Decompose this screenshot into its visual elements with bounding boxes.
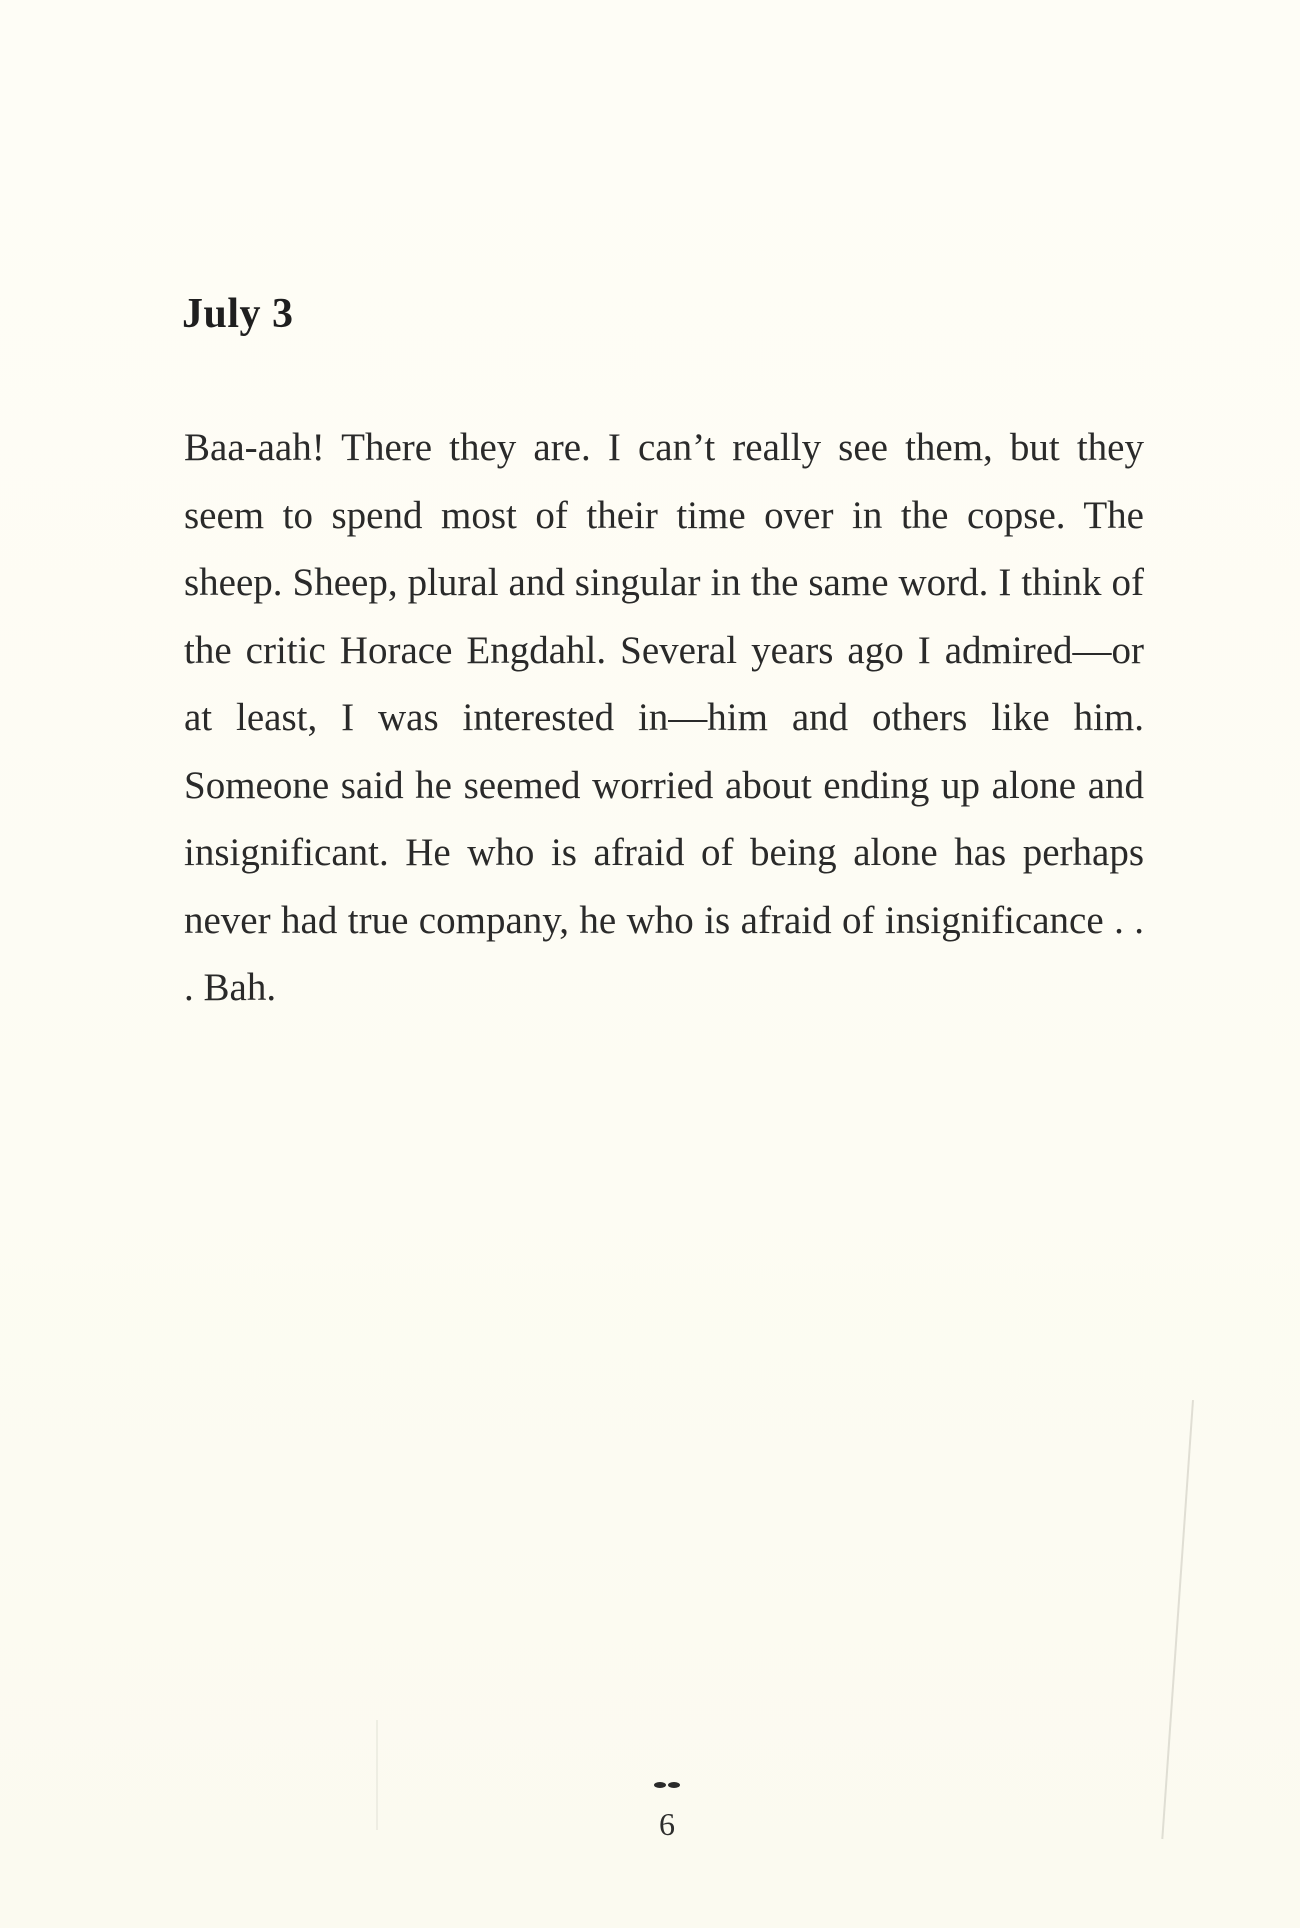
page-edge-shadow [376,1720,378,1830]
page-number: 6 [659,1806,675,1842]
entry-body-text: Baa-aah! There they are. I can’t really see them, but they seem to spend most of their time over in the copse. The sheep. Sheep, plural and singular in the same word. I think of the critic Horace Engdahl. Several years ago I admired—or at least, I was interested in—him and others like him. Someone said he seemed worried about ending up alone and insignificant. He who is afraid of being alone has perhaps never had true company, he who is afraid of insignificance . . . Bah. [184,426,1144,1009]
double-dot-ornament-icon [652,1780,682,1790]
entry-date-heading: July 3 [182,291,294,337]
page-edge-shadow [1161,1400,1194,1839]
